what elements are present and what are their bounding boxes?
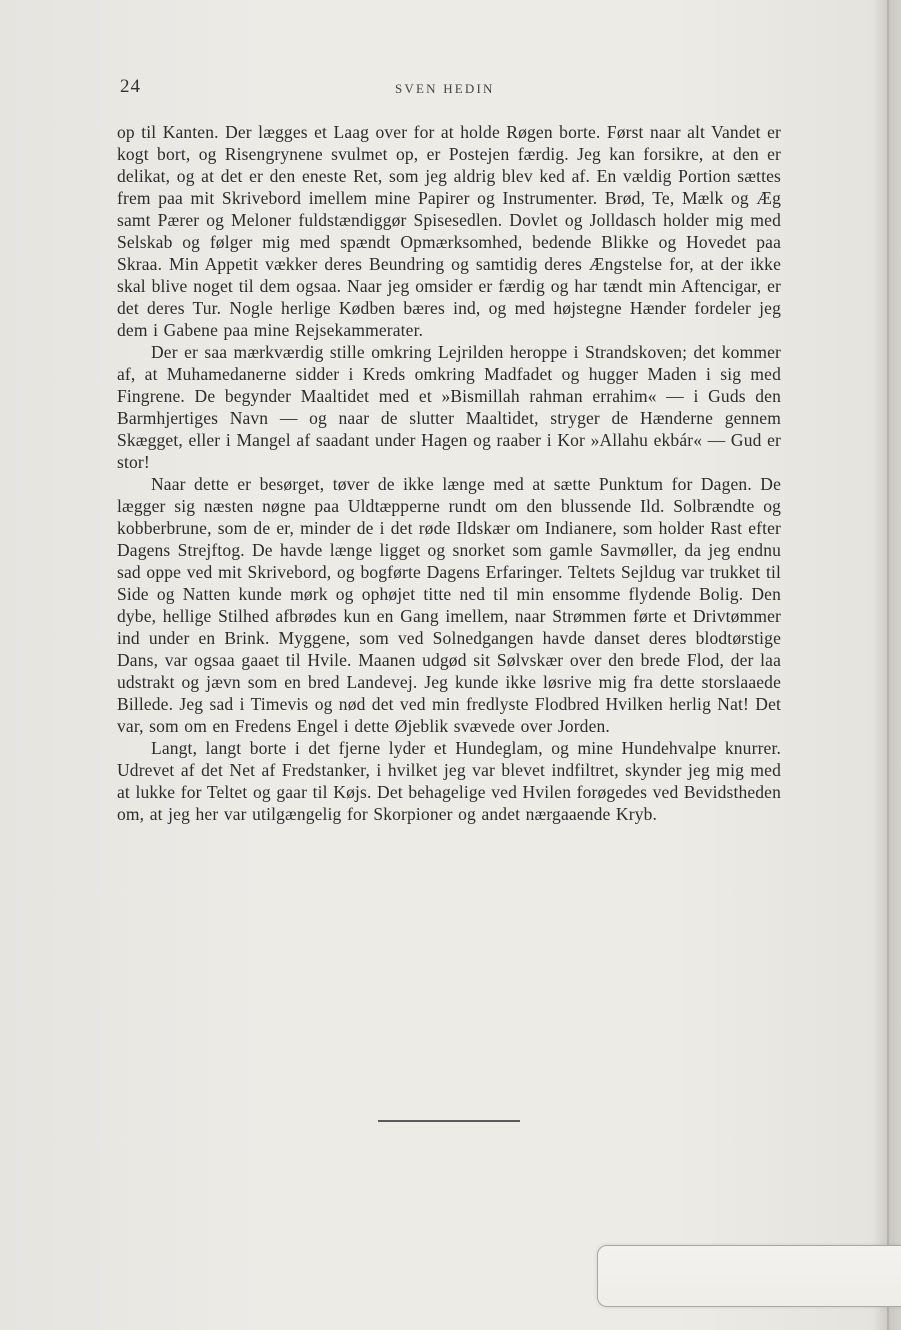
body-text bbox=[117, 121, 781, 825]
end-rule-divider bbox=[378, 1120, 520, 1122]
page-number: 24 bbox=[120, 76, 141, 97]
running-head: SVEN HEDIN bbox=[395, 81, 495, 96]
paragraph: Der er saa mærkværdig stille omkring Lejrilden heroppe i Strandskoven; det kommer af, at Muhamedanerne sidder i Kreds omkring Madfadet og hugger Maden i sig med Fingrene. De begynder Maaltidet med et »Bismillah rahman errahim« — i Guds den Barmhjertiges Navn — og naar de slutter Maaltidet, stryger de Hænderne gennem Skægget, eller i Mangel af saadant under Hagen og raaber i Kor »Allahu ekbár« — Gud er stor! bbox=[117, 342, 781, 472]
paragraph: op til Kanten. Der lægges et Laag over for at holde Røgen borte. Først naar alt Vandet er kogt bort, og Risengrynene svulmet op, er Postejen færdig. Jeg kan forsikre, at den er delikat, og at det er den eneste Ret, som jeg aldrig blev ked af. En vældig Portion sættes frem paa mit Skrivebord imellem mine Papirer og Instrumenter. Brød, Te, Mælk og Æg samt Pærer og Meloner fuldstændiggør Spisesedlen. Dovlet og Jolldasch holder mig med Selskab og følger mig med spændt Opmærksomhed, bedende Blikke og Hovedet paa Skraa. Min Appetit vækker deres Beundring og samtidig deres Ængstelse for, at der ikke skal blive noget til dem ogsaa. Naar jeg omsider er færdig og har tændt min Aftencigar, er det deres Tur. Nogle herlige Kødben bæres ind, og med højstegne Hænder fordeler jeg dem i Gabene paa mine Rejsekammerater. bbox=[117, 122, 781, 340]
page-tab-marker bbox=[597, 1245, 901, 1307]
paragraph: Naar dette er besørget, tøver de ikke længe med at sætte Punktum for Dagen. De lægger sig næsten nøgne paa Uldtæpperne rundt om den blussende Ild. Solbrændte og kobberbrune, som de er, minder de i det røde Ildskær om Indianere, som holder Rast efter Dagens Strejftog. De havde længe ligget og snorket som gamle Savmøller, da jeg endnu sad oppe ved mit Skrivebord, og bogførte Dagens Erfaringer. Teltets Sejldug var trukket til Side og Natten kunde mørk og ophøjet titte ned til min ensomme flydende Bolig. Den dybe, hellige Stilhed afbrødes kun en Gang imellem, naar Strømmen førte et Drivtømmer ind under en Brink. Myggene, som ved Solnedgangen havde danset deres blodtørstige Dans, var ogsaa gaaet til Hvile. Maanen udgød sit Sølvskær over den brede Flod, der laa udstrakt og jævn som en bred Landevej. Jeg kunde ikke løsrive mig fra dette storslaaede Billede. Jeg sad i Timevis og nød det ved min fredlyste Flodbred Hvilken herlig Nat! Det var, som om en Fredens Engel i dette Øjeblik svævede over Jorden. bbox=[117, 474, 781, 736]
paragraph: Langt, langt borte i det fjerne lyder et Hundeglam, og mine Hundehvalpe knurrer. Udrevet af det Net af Fredstanker, i hvilket jeg var blevet indfiltret, skynder jeg mig med at lukke for Teltet og gaar til Køjs. Det behagelige ved Hvilen forøgedes ved Bevidstheden om, at jeg her var utilgængelig for Skorpioner og andet nærgaaende Kryb. bbox=[117, 738, 781, 824]
page-edge-line bbox=[887, 0, 889, 1330]
